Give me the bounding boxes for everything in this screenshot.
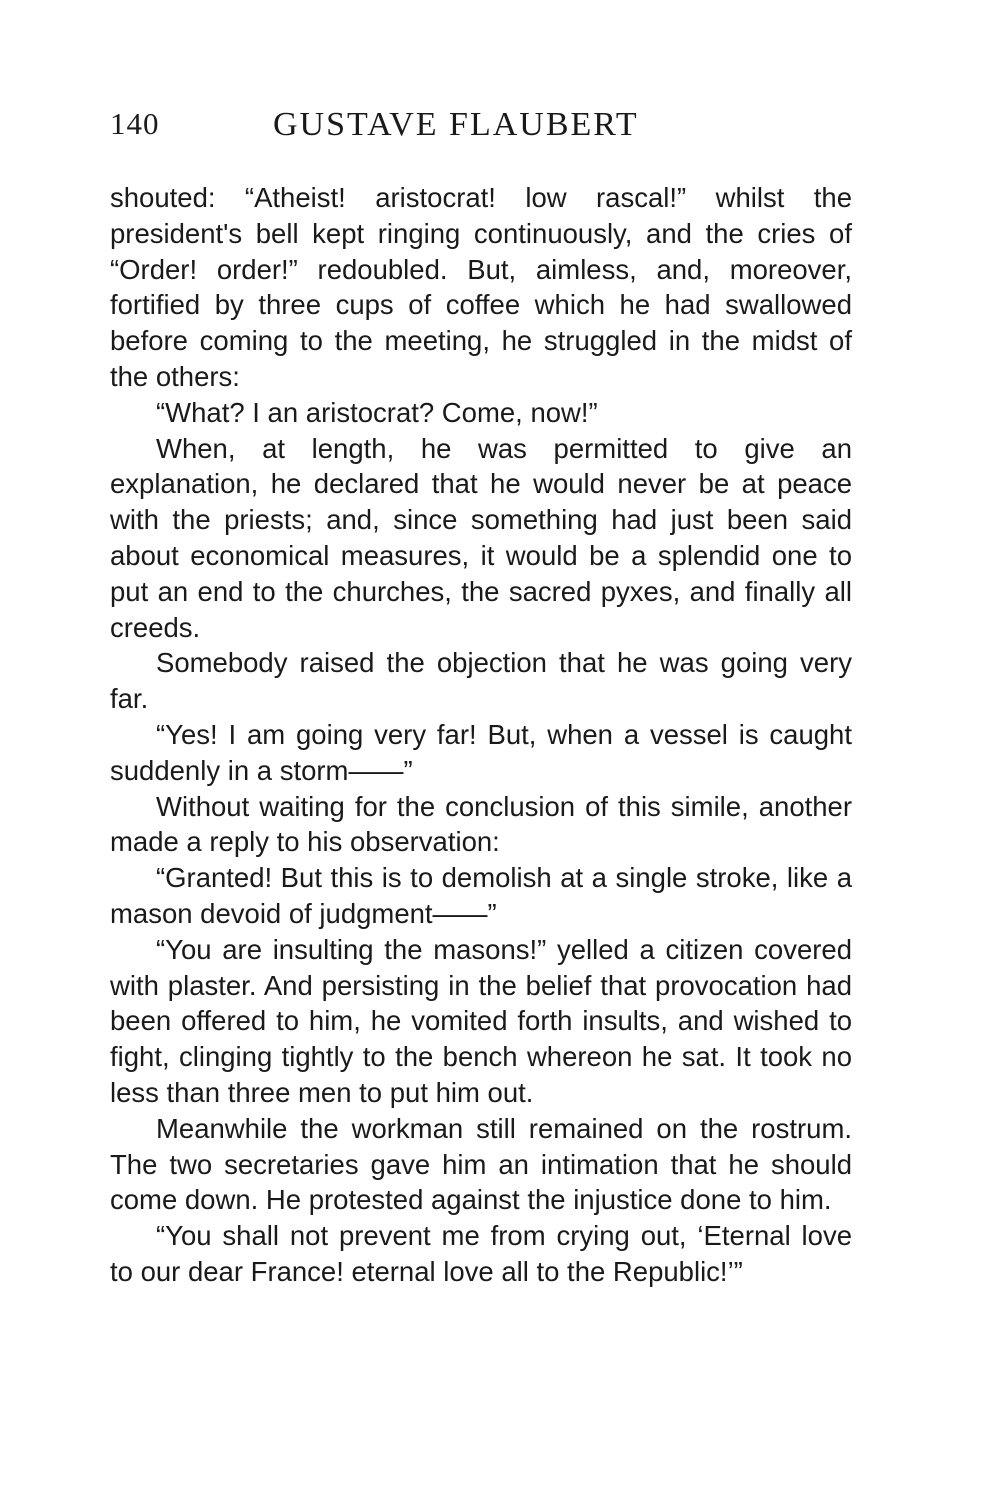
page-number: 140: [110, 106, 160, 141]
running-title: GUSTAVE FLAUBERT: [273, 106, 639, 143]
paragraph: “You are insulting the masons!” yelled a citizen covered with plaster. And persisting in the belief that provocation had been offered to him, he vomited forth insults, and wished to fight, clinging tightly to the bench whereon he sat. It took no less than three men to put him out.: [110, 933, 852, 1108]
paragraph: “Yes! I am going very far! But, when a vessel is caught suddenly in a storm——”: [110, 718, 852, 786]
body-text: [110, 180, 852, 1290]
paragraph: shouted: “Atheist! aristocrat! low rascal!” whilst the president's bell kept ringing continuously, and the cries of “Order! order!” redoubled. But, aimless, and, moreover, fortified by three cups of coffee which he had swallowed before coming to the meeting, he struggled in the midst of the others:: [110, 182, 852, 392]
paragraph: “What? I an aristocrat? Come, now!”: [156, 396, 598, 428]
paragraph: “You shall not prevent me from crying out, ‘Eternal love to our dear France! eternal love all to the Republic!’”: [110, 1220, 852, 1287]
page-header: [110, 106, 855, 150]
paragraph: Somebody raised the objection that he was going very far.: [110, 647, 852, 715]
paragraph: When, at length, he was permitted to give an explanation, he declared that he would never be at peace with the priests; and, since something had just been said about economical measures, it would be a splendid one to put an end to the churches, the sacred pyxes, and finally all creeds.: [110, 432, 852, 643]
paragraph: “Granted! But this is to demolish at a single stroke, like a mason devoid of judgment——”: [110, 862, 852, 929]
paragraph: Meanwhile the workman still remained on the rostrum. The two secretaries gave him an intimation that he should come down. He protested against the injustice done to him.: [110, 1112, 852, 1216]
paragraph: Without waiting for the conclusion of this simile, another made a reply to his observation:: [110, 790, 852, 858]
